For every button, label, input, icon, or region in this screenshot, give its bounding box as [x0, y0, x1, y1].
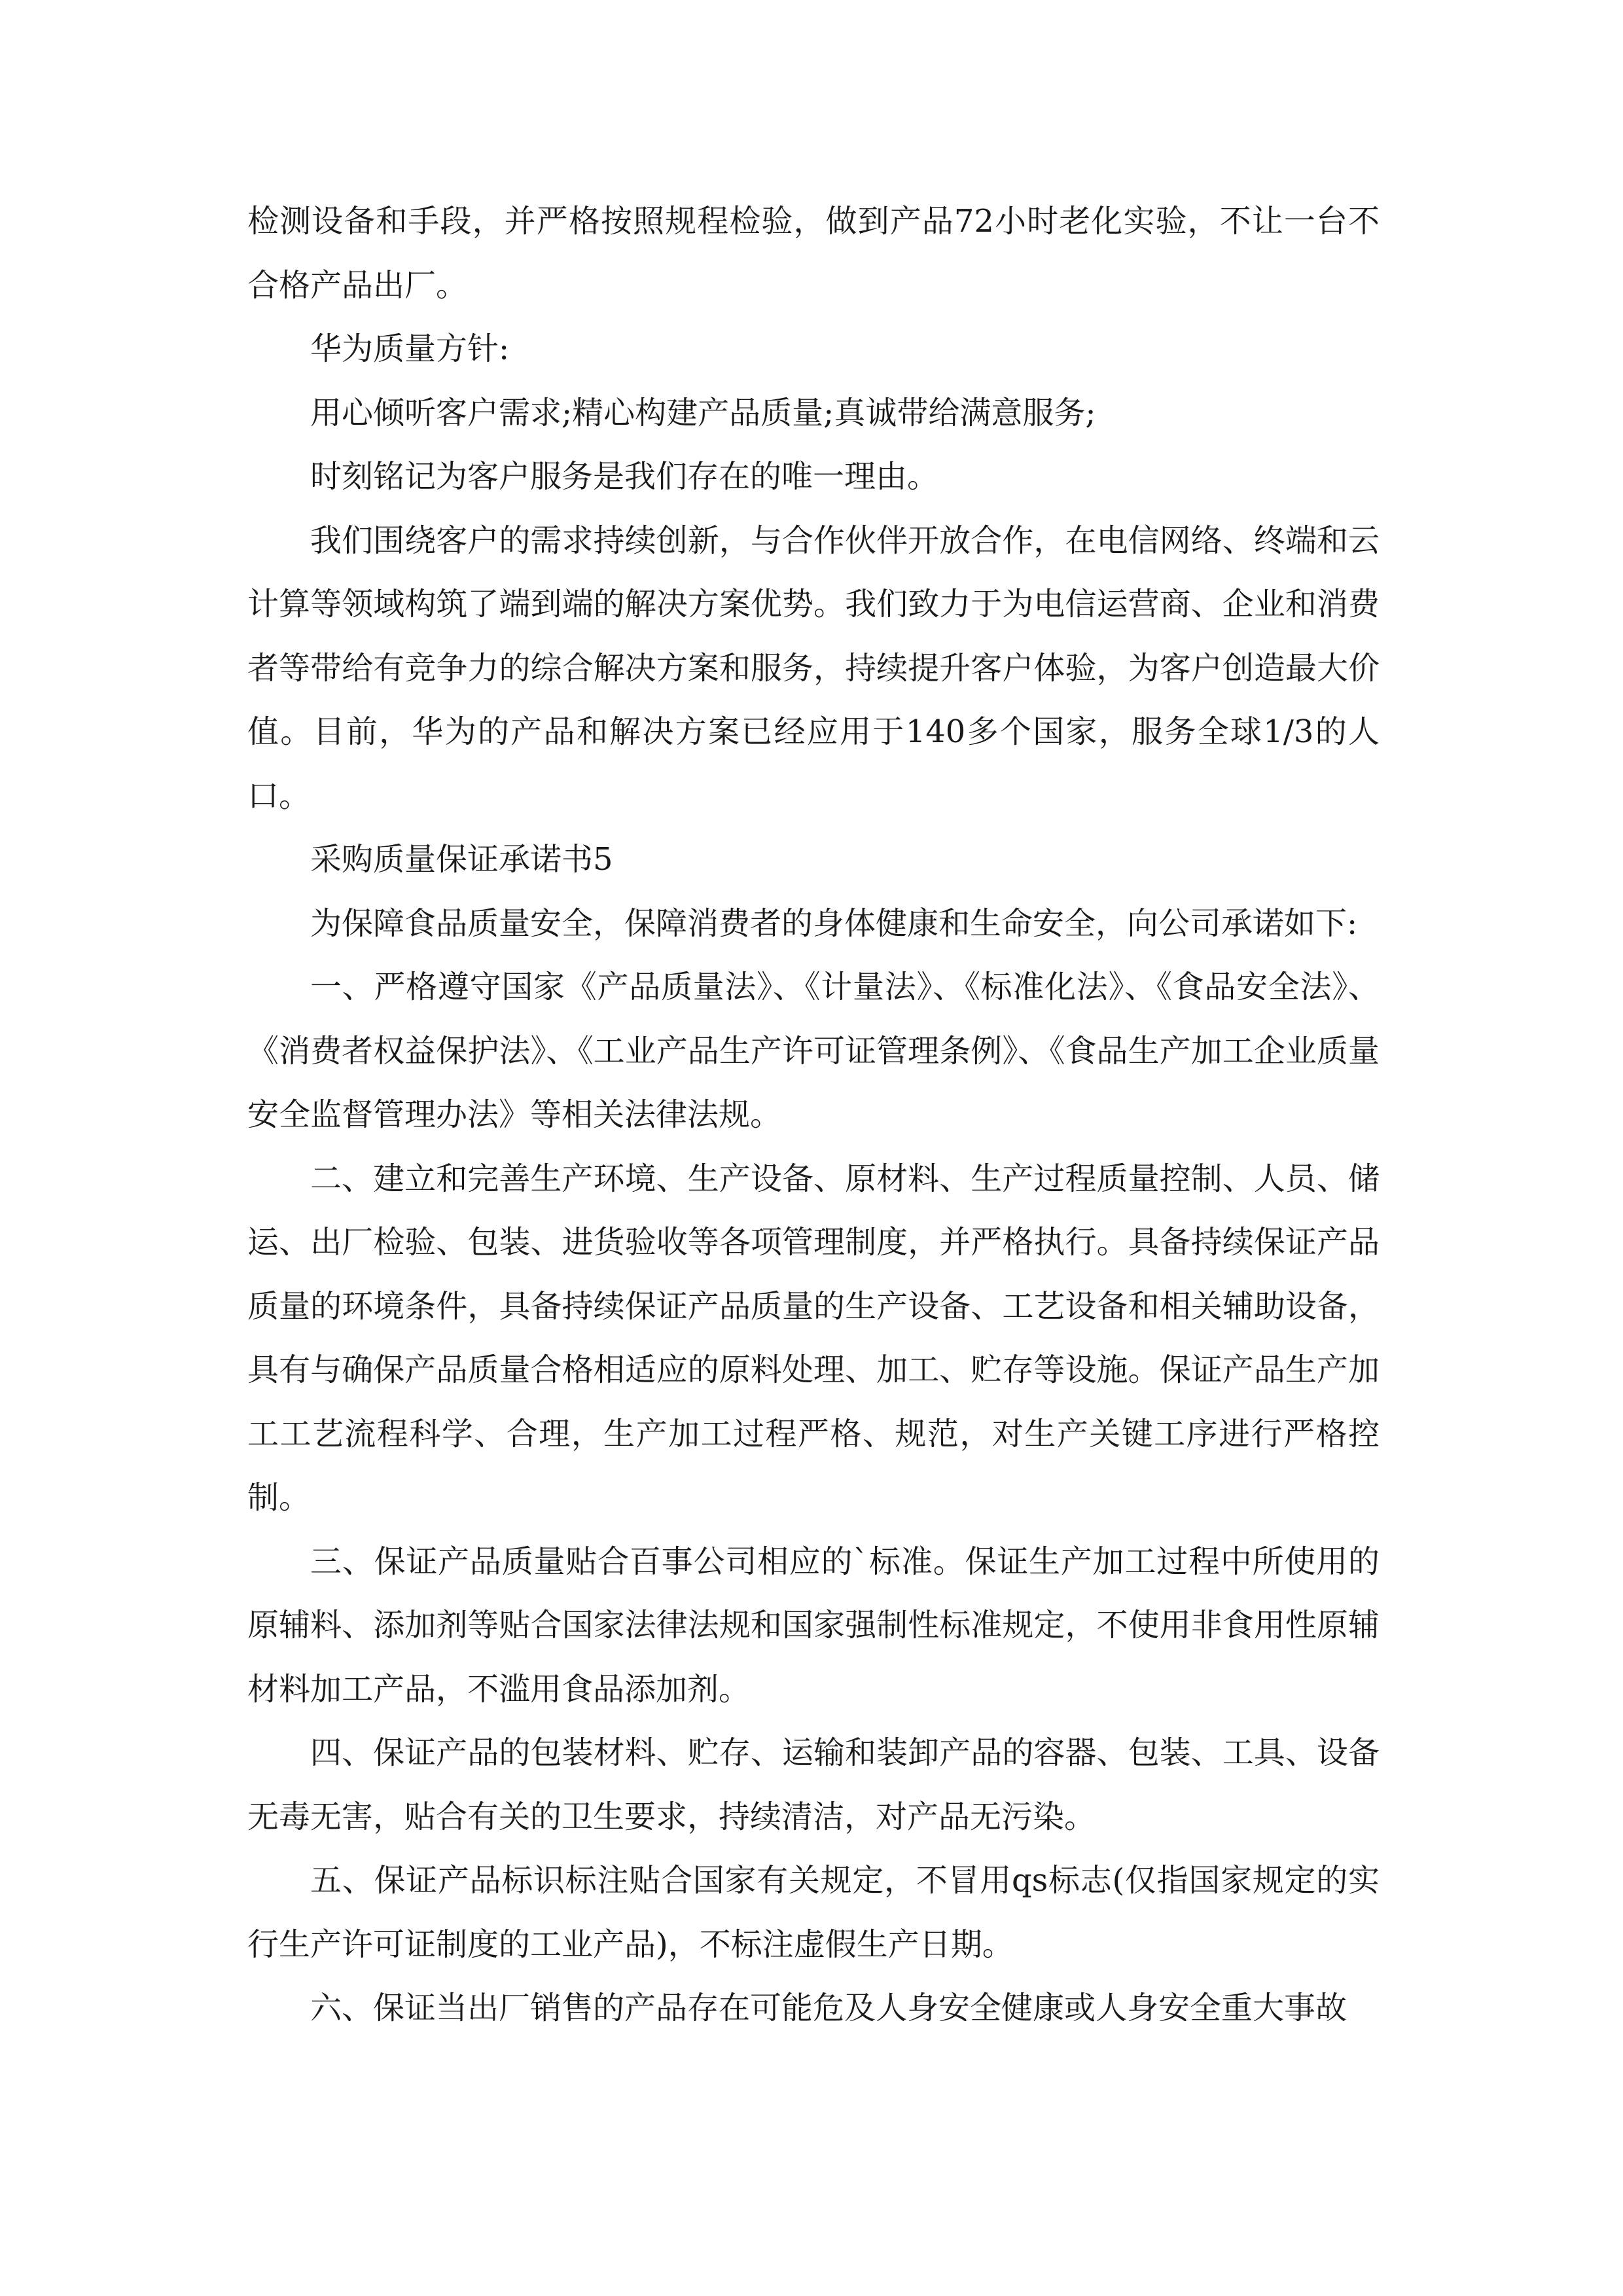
paragraph-item-2: 二、建立和完善生产环境、生产设备、原材料、生产过程质量控制、人员、储运、出厂检验、包装、进货验收等各项管理制度，并严格执行。具备持续保证产品质量的环境条件，具备持续保证产品质量的生产设备、工艺设备和相关辅助设备，具有与确保产品质量合格相适应的原料处理、加工、贮存等设施。保证产品生产加工工艺流程科学、合理，生产加工过程严格、规范，对生产关键工序进行严格控制。 [247, 1160, 1380, 1516]
paragraph-item-6: 六、保证当出厂销售的产品存在可能危及人身安全健康或人身安全重大事故 [310, 1990, 1347, 2026]
paragraph-item-4: 四、保证产品的包装材料、贮存、运输和装卸产品的容器、包装、工具、设备无毒无害，贴合有关的卫生要求，持续清洁，对产品无污染。 [247, 1734, 1380, 1835]
paragraph-section-title: 采购质量保证承诺书5 [310, 841, 613, 878]
paragraph-item-3: 三、保证产品质量贴合百事公司相应的`标准。保证生产加工过程中所使用的原辅料、添加剂等贴合国家法律法规和国家强制性标准规定，不使用非食用性原辅材料加工产品，不滥用食品添加剂。 [247, 1543, 1380, 1708]
paragraph-item-1: 一、严格遵守国家《产品质量法》、《计量法》、《标准化法》、《食品安全法》、《消费者权益保护法》、《工业产品生产许可证管理条例》、《食品生产加工企业质量安全监督管理办法》等相关法律法规。 [247, 969, 1380, 1133]
paragraph-quality-policy-line2: 时刻铭记为客户服务是我们存在的唯一理由。 [310, 458, 939, 495]
paragraph-quality-policy-heading: 华为质量方针: [310, 331, 510, 367]
paragraph-company-intro: 我们围绕客户的需求持续创新，与合作伙伴开放合作，在电信网络、终端和云计算等领域构筑了端到端的解决方案优势。我们致力于为电信运营商、企业和消费者等带给有竞争力的综合解决方案和服务，持续提升客户体验，为客户创造最大价值。目前，华为的产品和解决方案已经应用于140多个国家，服务全球1/3的人口。 [247, 522, 1380, 814]
paragraph-item-5: 五、保证产品标识标注贴合国家有关规定，不冒用qs标志(仅指国家规定的实行生产许可证制度的工业产品)，不标注虚假生产日期。 [247, 1862, 1380, 1963]
paragraph-continuation: 检测设备和手段，并严格按照规程检验，做到产品72小时老化实验，不让一台不合格产品出厂。 [247, 203, 1380, 304]
paragraph-commitment-intro: 为保障食品质量安全，保障消费者的身体健康和生命安全，向公司承诺如下: [310, 905, 1358, 942]
paragraph-quality-policy-line1: 用心倾听客户需求;精心构建产品质量;真诚带给满意服务; [310, 394, 1096, 431]
document-page [247, 190, 1380, 2041]
